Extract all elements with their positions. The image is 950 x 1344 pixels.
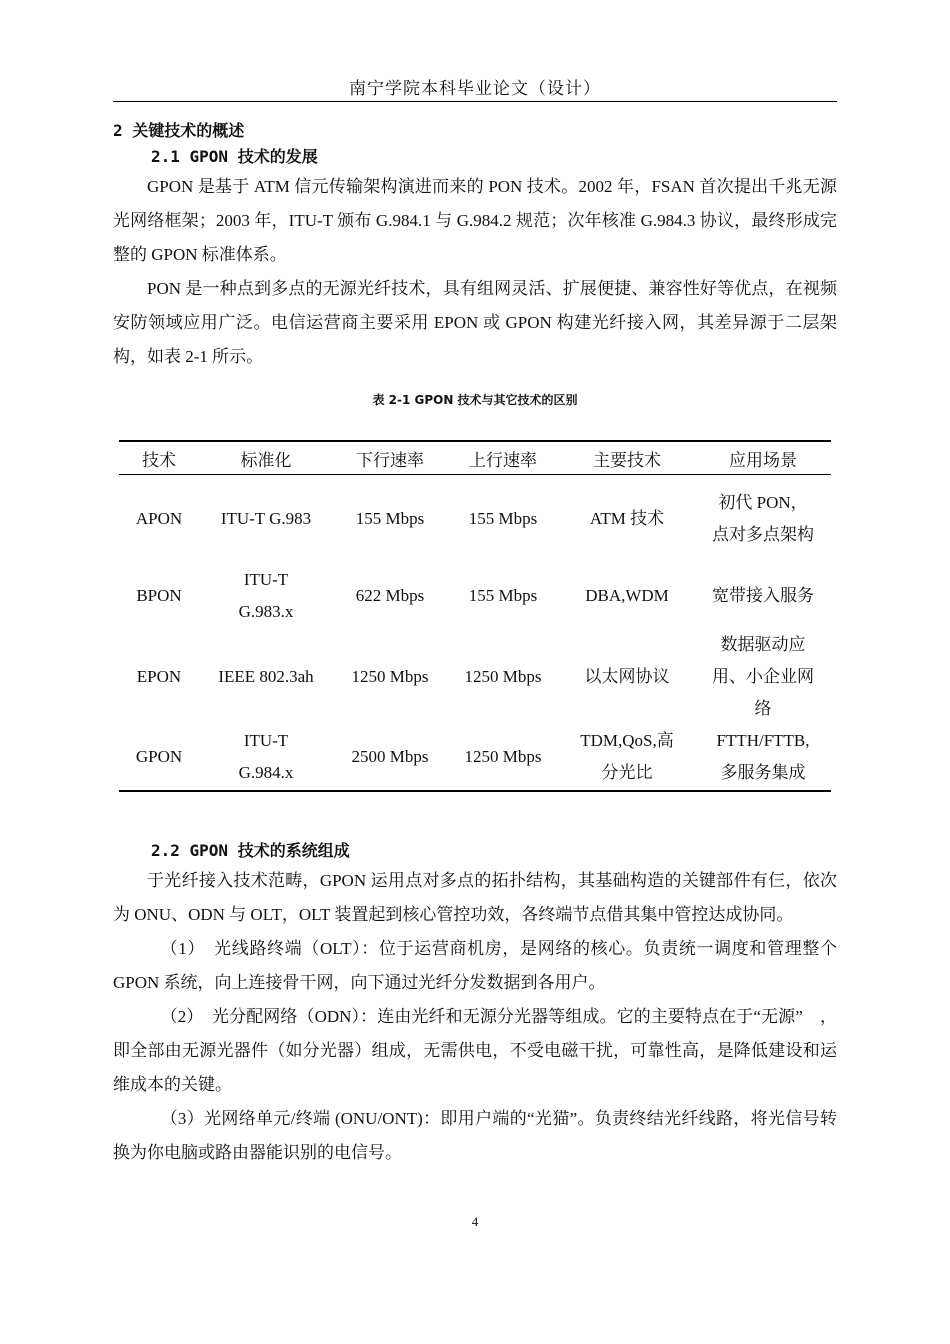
table-cell: 2500 Mbps [351,747,429,766]
comparison-table [119,440,831,792]
table-caption: 表 2-1 GPON 技术与其它技术的区别 [372,393,578,407]
subsection-title-2-2: 2.2 GPON 技术的系统组成 [151,840,350,860]
section-title: 2 关键技术的概述 [113,121,245,140]
paragraph-pon-intro: PON 是一种点到多点的无源光纤技术，具有组网灵活、扩展便捷、兼容性好等优点，在视频安防领域应用广泛。电信运营商主要采用 EPON 或 GPON 构建光纤接入网，其差异源于二层架构，如表 2-1 所示。 [113,279,837,366]
column-header: 应用场景 [695,441,831,475]
table-cell: ITU-T G.983 [220,508,312,528]
table-row [119,563,831,629]
table-cell: 初代 PON， 点对多点架构 [712,492,814,544]
table-cell: DBA,WDM [585,585,669,605]
subsection-title-2-1: 2.1 GPON 技术的发展 [151,147,318,166]
column-header: 技术 [119,441,199,475]
table-row [119,725,831,791]
list-item-onu: （3）光网络单元/终端 (ONU/ONT)：即用户端的“光猫”。负责终结光纤线路，将光信号转换为你电脑或路由器能识别的电信号。 [113,1108,837,1162]
table-cell: TDM,QoS,高 分光比 [580,731,674,782]
document-body [113,118,837,1170]
table-cell: 宽带接入服务 [712,585,814,605]
table-cell: 155 Mbps [468,508,538,528]
table-cell: ITU-T G.984.x [238,731,294,782]
column-header: 上行速率 [447,441,559,475]
table-cell: 1250 Mbps [351,666,429,686]
column-header: 标准化 [199,441,333,475]
table-cell: 以太网协议 [584,666,670,686]
paragraph-system-overview: 于光纤接入技术范畴，GPON 运用点对多点的拓扑结构，其基础构造的关键部件有仨，依次为 ONU、ODN 与 OLT，OLT 装置起到核心管控功效，各终端节点借其集中管控达成协同。 [113,870,837,924]
table-cell: 1250 Mbps [464,666,542,686]
list-item-odn: （2） 光分配网络（ODN）：连由光纤和无源分光器等组成。它的主要特点在于“无源” ，即全部由无源光器件（如分光器）组成，无需供电，不受电磁干扰，可靠性高，是降低建设和运维成本的关键。 [113,1006,837,1094]
table-cell: BPON [136,585,182,605]
list-item-olt: （1） 光线路终端（OLT）：位于运营商机房，是网络的核心。负责统一调度和管理整个 GPON 系统，向上连接骨干网，向下通过光纤分发数据到各用户。 [113,938,837,992]
table-cell: 155 Mbps [468,585,538,605]
table-cell: 数据驱动应 用、小企业网 络 [712,634,814,718]
table-cell: FTTH/FTTB, 多服务集成 [716,731,810,782]
column-header: 下行速率 [333,441,447,475]
table-cell: GPON [135,747,183,766]
table-cell: 1250 Mbps [464,747,542,766]
column-header: 主要技术 [559,441,695,475]
table-header-row [119,441,831,475]
paragraph-gpon-history: GPON 是基于 ATM 信元传输架构演进而来的 PON 技术。2002 年，FSAN 首次提出千兆无源光网络框架；2003 年，ITU-T 颁布 G.984.1 与 G.984.2 规范；次年核准 G.984.3 协议，最终形成完整的 GPON 标准体系。 [113,177,837,264]
table-cell: EPON [136,666,182,686]
table-cell: 155 Mbps [355,508,425,528]
table-cell: APON [135,508,183,528]
table-cell: IEEE 802.3ah [218,666,314,686]
table-cell: ITU-T G.983.x [238,569,294,621]
page-header: 南宁学院本科毕业论文（设计） [349,79,601,98]
table-cell: 622 Mbps [355,585,425,605]
table-row [119,475,831,563]
table-cell: ATM 技术 [589,508,665,528]
page-number: 4 [471,1214,479,1229]
header-rule [113,101,837,102]
table-row [119,629,831,725]
